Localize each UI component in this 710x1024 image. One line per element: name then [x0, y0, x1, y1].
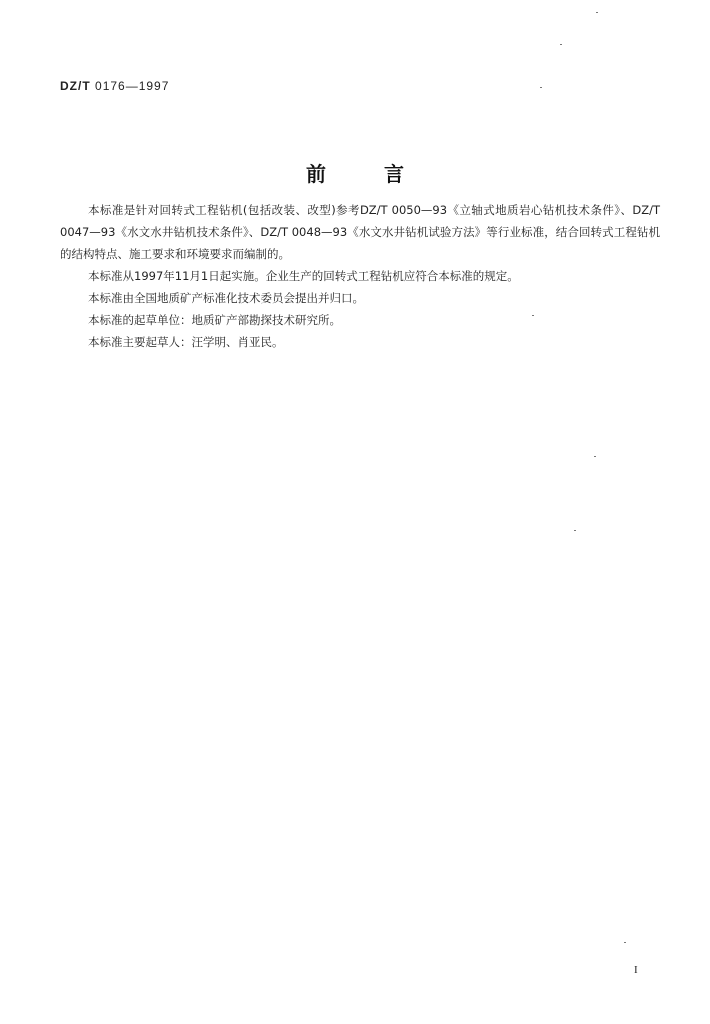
standard-prefix: DZ/T: [60, 79, 91, 93]
standard-number: 0176—1997: [95, 79, 170, 93]
page-title: 前言: [306, 162, 462, 186]
paragraph-drafters: 本标准主要起草人：汪学明、肖亚民。: [88, 335, 284, 349]
foreword-body: [60, 199, 660, 353]
paragraph-drafting-unit: 本标准的起草单位：地质矿产部勘探技术研究所。: [88, 313, 341, 327]
scan-speck: [540, 87, 542, 88]
scan-speck: [596, 12, 598, 13]
scan-speck: [624, 942, 626, 943]
paragraph-proposer: 本标准由全国地质矿产标准化技术委员会提出并归口。: [88, 291, 364, 305]
page-number: I: [634, 964, 638, 976]
paragraph-effective-date: 本标准从1997年11月1日起实施。企业生产的回转式工程钻机应符合本标准的规定。: [88, 269, 519, 283]
scan-speck: [532, 315, 534, 316]
standard-code: [60, 79, 169, 93]
scan-speck: [574, 530, 576, 531]
scan-speck: [560, 44, 562, 45]
paragraph-scope: 本标准是针对回转式工程钻机(包括改装、改型)参考DZ/T 0050—93《立轴式地质岩心钻机技术条件》、DZ/T 0047—93《水文水井钻机技术条件》、DZ/T 0048—93《水文水井钻机试验方法》等行业标准，结合回转式工程钻机的结构特点、施工要求和环境要求而编制的。: [60, 203, 660, 261]
scan-speck: [594, 456, 596, 457]
